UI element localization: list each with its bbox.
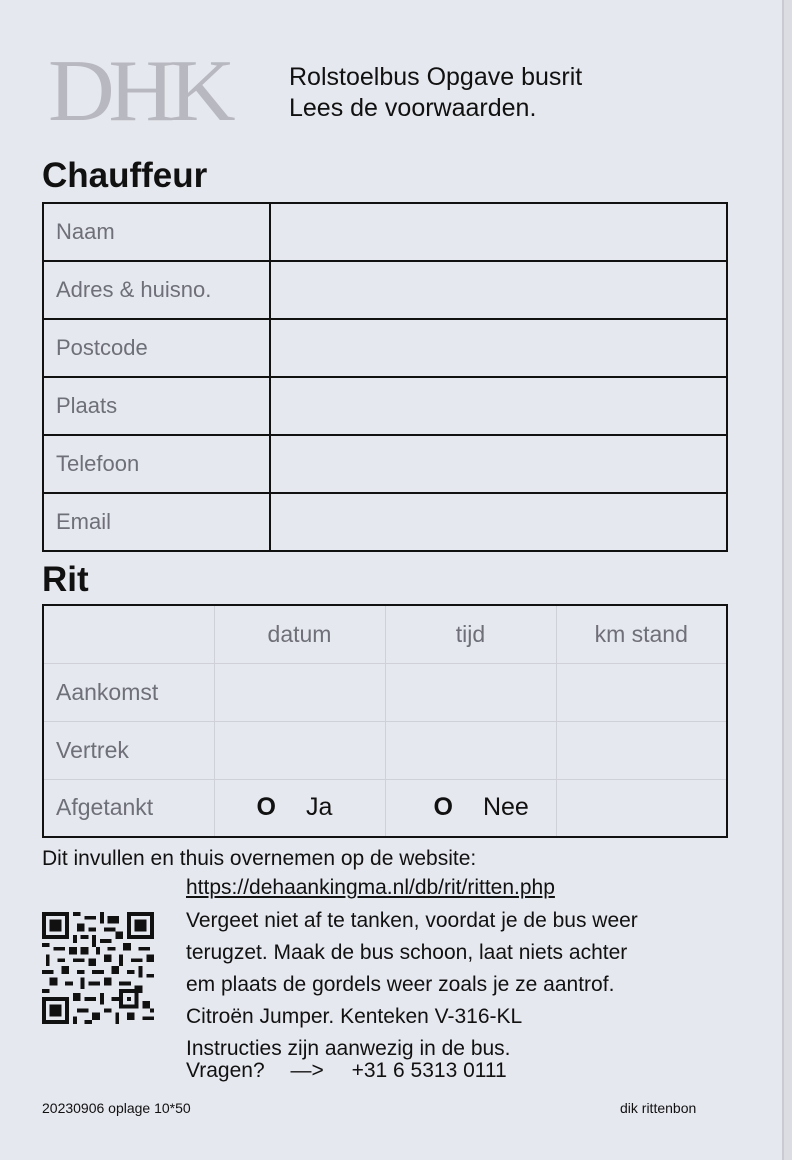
vertrek-km-field[interactable] — [556, 721, 727, 779]
chauffeur-label: Naam — [43, 203, 270, 261]
email-field[interactable] — [270, 493, 727, 551]
chauffeur-label: Postcode — [43, 319, 270, 377]
ja-radio-marker[interactable]: O — [256, 793, 276, 822]
chauffeur-row-naam — [43, 203, 727, 261]
rit-corner-cell — [43, 605, 214, 663]
chauffeur-row-postcode — [43, 319, 727, 377]
rit-title: Rit — [42, 560, 89, 599]
nee-radio-marker[interactable]: O — [433, 793, 453, 822]
rit-row-aankomst — [43, 663, 727, 721]
rit-label: Aankomst — [43, 663, 214, 721]
dhk-logo: DHK — [48, 43, 230, 140]
nee-label: Nee — [482, 793, 529, 822]
vertrek-tijd-field[interactable] — [385, 721, 556, 779]
chauffeur-row-plaats — [43, 377, 727, 435]
card-header — [289, 62, 582, 124]
afgetankt-empty-cell — [556, 779, 727, 837]
instruction-line: Dit invullen en thuis overnemen op de website: — [42, 847, 477, 870]
contact-question: Vragen? — [186, 1059, 265, 1082]
note-line: Citroën Jumper. Kenteken V-316-KL — [186, 1005, 523, 1028]
chauffeur-table — [42, 202, 728, 552]
note-line: terugzet. Maak de bus schoon, laat niets achter — [186, 941, 628, 964]
chauffeur-label: Telefoon — [43, 435, 270, 493]
qr-code-icon[interactable] — [42, 912, 154, 1024]
chauffeur-row-email — [43, 493, 727, 551]
rit-row-vertrek — [43, 721, 727, 779]
ja-label: Ja — [305, 793, 333, 822]
note-line: em plaats de gordels weer zoals je ze aantrof. — [186, 973, 615, 996]
notes-block — [186, 905, 638, 1065]
rit-label: Afgetankt — [43, 779, 214, 837]
column-header-datum: datum — [214, 605, 385, 663]
contact-line — [186, 1059, 507, 1083]
chauffeur-row-adres — [43, 261, 727, 319]
website-link[interactable]: https://dehaankingma.nl/db/rit/ritten.php — [186, 876, 555, 899]
column-header-tijd: tijd — [385, 605, 556, 663]
contact-phone[interactable]: +31 6 5313 0111 — [351, 1059, 507, 1082]
adres-field[interactable] — [270, 261, 727, 319]
aankomst-tijd-field[interactable] — [385, 663, 556, 721]
header-title: Rolstoelbus Opgave busrit — [289, 63, 583, 91]
chauffeur-label: Email — [43, 493, 270, 551]
column-header-km-stand: km stand — [556, 605, 727, 663]
form-name: dik rittenbon — [620, 1100, 697, 1116]
afgetankt-ja-option[interactable] — [214, 779, 385, 837]
aankomst-km-field[interactable] — [556, 663, 727, 721]
vertrek-datum-field[interactable] — [214, 721, 385, 779]
chauffeur-title: Chauffeur — [42, 156, 208, 195]
note-line: Instructies zijn aanwezig in de bus. — [186, 1037, 511, 1060]
contact-arrow: —> — [290, 1059, 324, 1082]
rit-header-row — [43, 605, 727, 663]
chauffeur-label: Adres & huisno. — [43, 261, 270, 319]
postcode-field[interactable] — [270, 319, 727, 377]
note-line: Vergeet niet af te tanken, voordat je de bus weer — [186, 909, 638, 932]
chauffeur-row-telefoon — [43, 435, 727, 493]
header-subtitle: Lees de voorwaarden. — [289, 94, 537, 122]
afgetankt-nee-option[interactable] — [385, 779, 556, 837]
chauffeur-label: Plaats — [43, 377, 270, 435]
print-info: 20230906 oplage 10*50 — [42, 1100, 191, 1116]
naam-field[interactable] — [270, 203, 727, 261]
telefoon-field[interactable] — [270, 435, 727, 493]
plaats-field[interactable] — [270, 377, 727, 435]
rit-row-afgetankt — [43, 779, 727, 837]
rit-table — [42, 604, 728, 838]
aankomst-datum-field[interactable] — [214, 663, 385, 721]
rit-label: Vertrek — [43, 721, 214, 779]
